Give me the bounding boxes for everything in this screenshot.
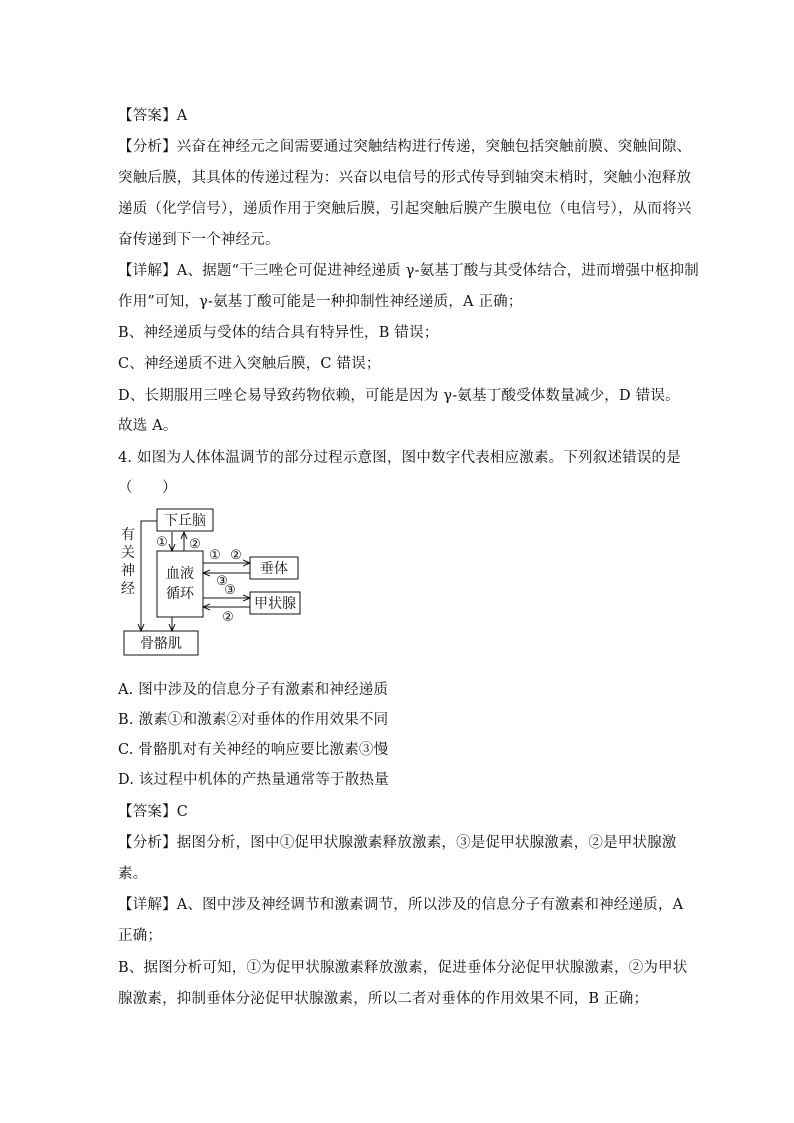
blood-label-2: 循环	[166, 586, 194, 602]
option-c: C. 骨骼肌对有关神经的响应要比激素③慢	[118, 742, 389, 758]
blood-circulation-box	[157, 551, 203, 617]
text-line: 奋传递到下一个神经元。	[118, 232, 280, 248]
label-p-out: ③	[216, 574, 228, 589]
nerve-label-1: 有	[121, 527, 135, 543]
label-h-up: ②	[189, 537, 201, 552]
text-line: 【详解】A、图中涉及神经调节和激素调节，所以涉及的信息分子有激素和神经递质，A	[118, 897, 684, 913]
label-t-in: ③	[224, 583, 236, 598]
text-line: B、神经递质与受体的结合具有特异性，B 错误；	[118, 325, 439, 341]
text-line: 突触后膜，其具体的传递过程为：兴奋以电信号的形式传导到轴突末梢时，突触小泡释放	[118, 170, 692, 186]
text-line: 【答案】A	[118, 108, 188, 124]
text-line: D、长期服用三唑仑易导致药物依赖，可能是因为 γ-氨基丁酸受体数量减少，D 错误。	[118, 388, 680, 404]
text-line: 作用”可知，γ-氨基丁酸可能是一种抑制性神经递质，A 正确；	[118, 294, 523, 310]
label-t-out: ②	[222, 610, 234, 625]
text-line: 正确；	[118, 928, 163, 944]
option-a: A. 图中涉及的信息分子有激素和神经递质	[118, 682, 389, 698]
thermoregulation-diagram	[112, 505, 312, 660]
muscle-label: 骨骼肌	[140, 636, 182, 652]
text-line: 递质（化学信号），递质作用于突触后膜，引起突触后膜产生膜电位（电信号），从而将兴	[118, 201, 692, 217]
label-p-in2: ②	[230, 548, 242, 563]
text-line: 腺激素，抑制垂体分泌促甲状腺激素，所以二者对垂体的作用效果不同，B 正确；	[118, 991, 649, 1007]
answer-blank: （ ）	[118, 480, 177, 496]
text-line: B、据图分析可知，①为促甲状腺激素释放激素，促进垂体分泌促甲状腺激素，②为甲状	[118, 960, 688, 976]
thyroid-label: 甲状腺	[254, 596, 296, 612]
label-h-down: ①	[156, 535, 168, 550]
nerve-label-3: 神	[121, 563, 135, 579]
text-line: 【分析】兴奋在神经元之间需要通过突触结构进行传递，突触包括突触前膜、突触间隙、	[118, 139, 692, 155]
label-p-in1: ①	[209, 548, 221, 563]
hypothalamus-label: 下丘脑	[164, 513, 206, 529]
question-stem: 4. 如图为人体体温调节的部分过程示意图，图中数字代表相应激素。下列叙述错误的是	[118, 450, 681, 466]
nerve-label-4: 经	[121, 581, 135, 597]
text-line: 故选 A。	[118, 418, 178, 434]
option-d: D. 该过程中机体的产热量通常等于散热量	[118, 772, 389, 788]
text-line: 【详解】A、据题“干三唑仑可促进神经递质 γ-氨基丁酸与其受体结合，进而增强中枢抑制	[118, 263, 699, 279]
text-line: 【答案】C	[118, 804, 189, 820]
nerve-label-2: 关	[121, 545, 135, 561]
nerve-path	[141, 521, 157, 631]
option-b: B. 激素①和激素②对垂体的作用效果不同	[118, 712, 389, 728]
text-line: C、神经递质不进入突触后膜，C 错误；	[118, 356, 381, 372]
text-line: 【分析】据图分析，图中①促甲状腺激素释放激素，③是促甲状腺激素，②是甲状腺激	[118, 835, 677, 851]
blood-label-1: 血液	[166, 566, 194, 582]
text-line: 素。	[118, 866, 148, 882]
pituitary-label: 垂体	[260, 561, 288, 577]
